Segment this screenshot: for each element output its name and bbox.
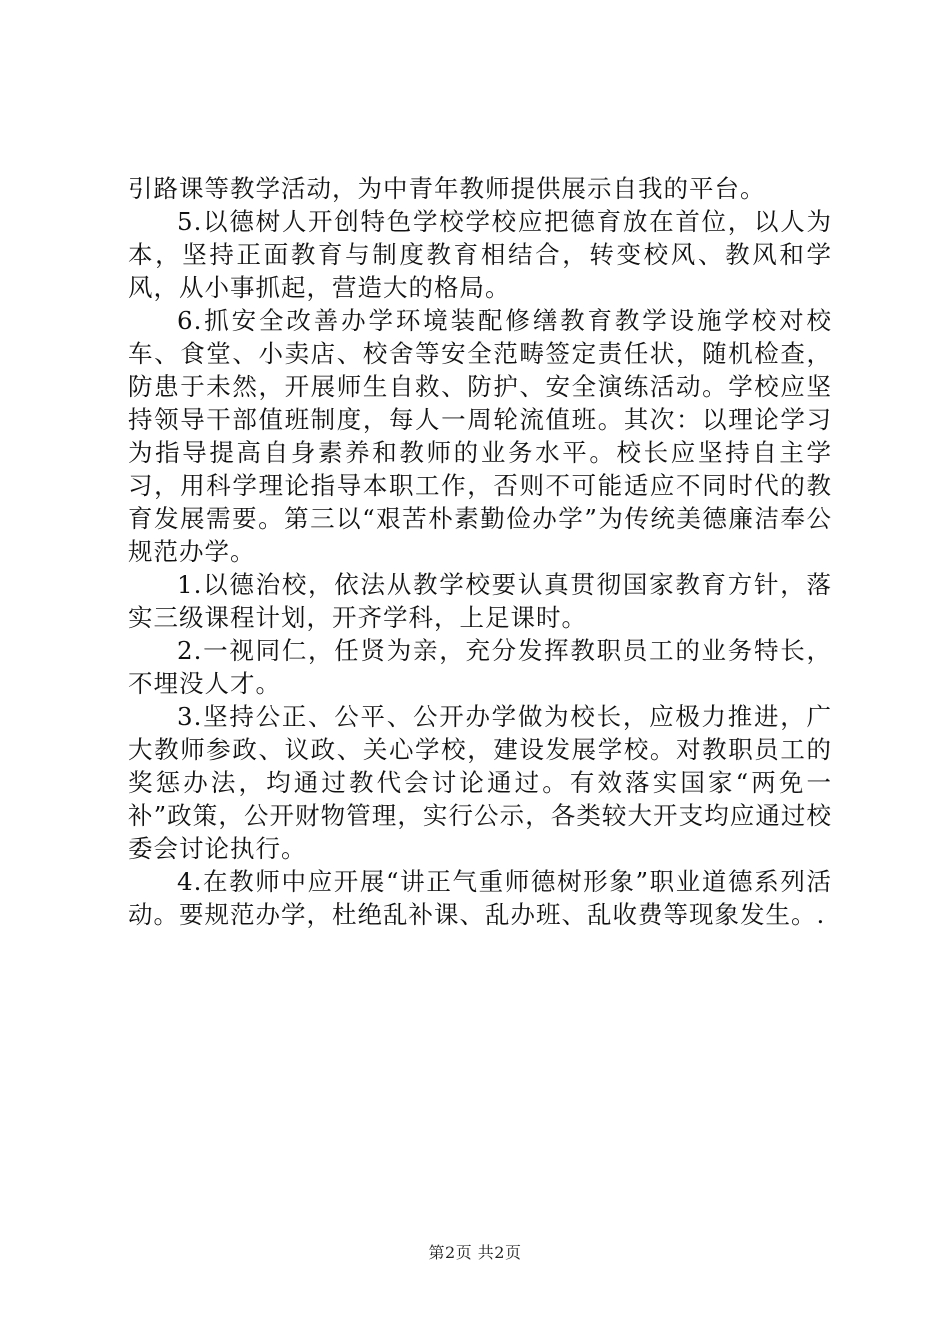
- paragraph-5: 2.一视同仁，任贤为亲，充分发挥教职员工的业务特长，不埋没人才。: [128, 636, 832, 698]
- paragraph-7: 4.在教师中应开展“讲正气重师德树形象”职业道德系列活动。要规范办学，杜绝乱补课、乱办班、乱收费等现象发生。.: [128, 867, 832, 929]
- paragraph-1: 引路课等教学活动，为中青年教师提供展示自我的平台。: [128, 174, 766, 203]
- page-footer: 第2页 共2页: [428, 1243, 522, 1262]
- paragraph-6: 3.坚持公正、公平、公开办学做为校长，应极力推进，广大教师参政、议政、关心学校，建设发展学校。对教职员工的奖惩办法，均通过教代会讨论通过。有效落实国家“两免一补”政策，公开财物管理，实行公示，各类较大开支均应通过校委会讨论执行。: [128, 702, 832, 863]
- paragraph-2: 5.以德树人开创特色学校学校应把德育放在首位，以人为本，坚持正面教育与制度教育相结合，转变校风、教风和学风，从小事抓起，营造大的格局。: [128, 207, 832, 302]
- paragraph-4: 1.以德治校，依法从教学校要认真贯彻国家教育方针，落实三级课程计划，开齐学科，上足课时。: [128, 570, 832, 632]
- paragraph-3: 6.抓安全改善办学环境装配修缮教育教学设施学校对校车、食堂、小卖店、校舍等安全范畴签定责任状，随机检查，防患于未然，开展师生自救、防护、安全演练活动。学校应坚持领导干部值班制度，每人一周轮流值班。其次：以理论学习为指导提高自身素养和教师的业务水平。校长应坚持自主学习，用科学理论指导本职工作，否则不可能适应不同时代的教育发展需要。第三以“艰苦朴素勤俭办学”为传统美德廉洁奉公规范办学。: [128, 306, 832, 566]
- document-body: [128, 172, 832, 931]
